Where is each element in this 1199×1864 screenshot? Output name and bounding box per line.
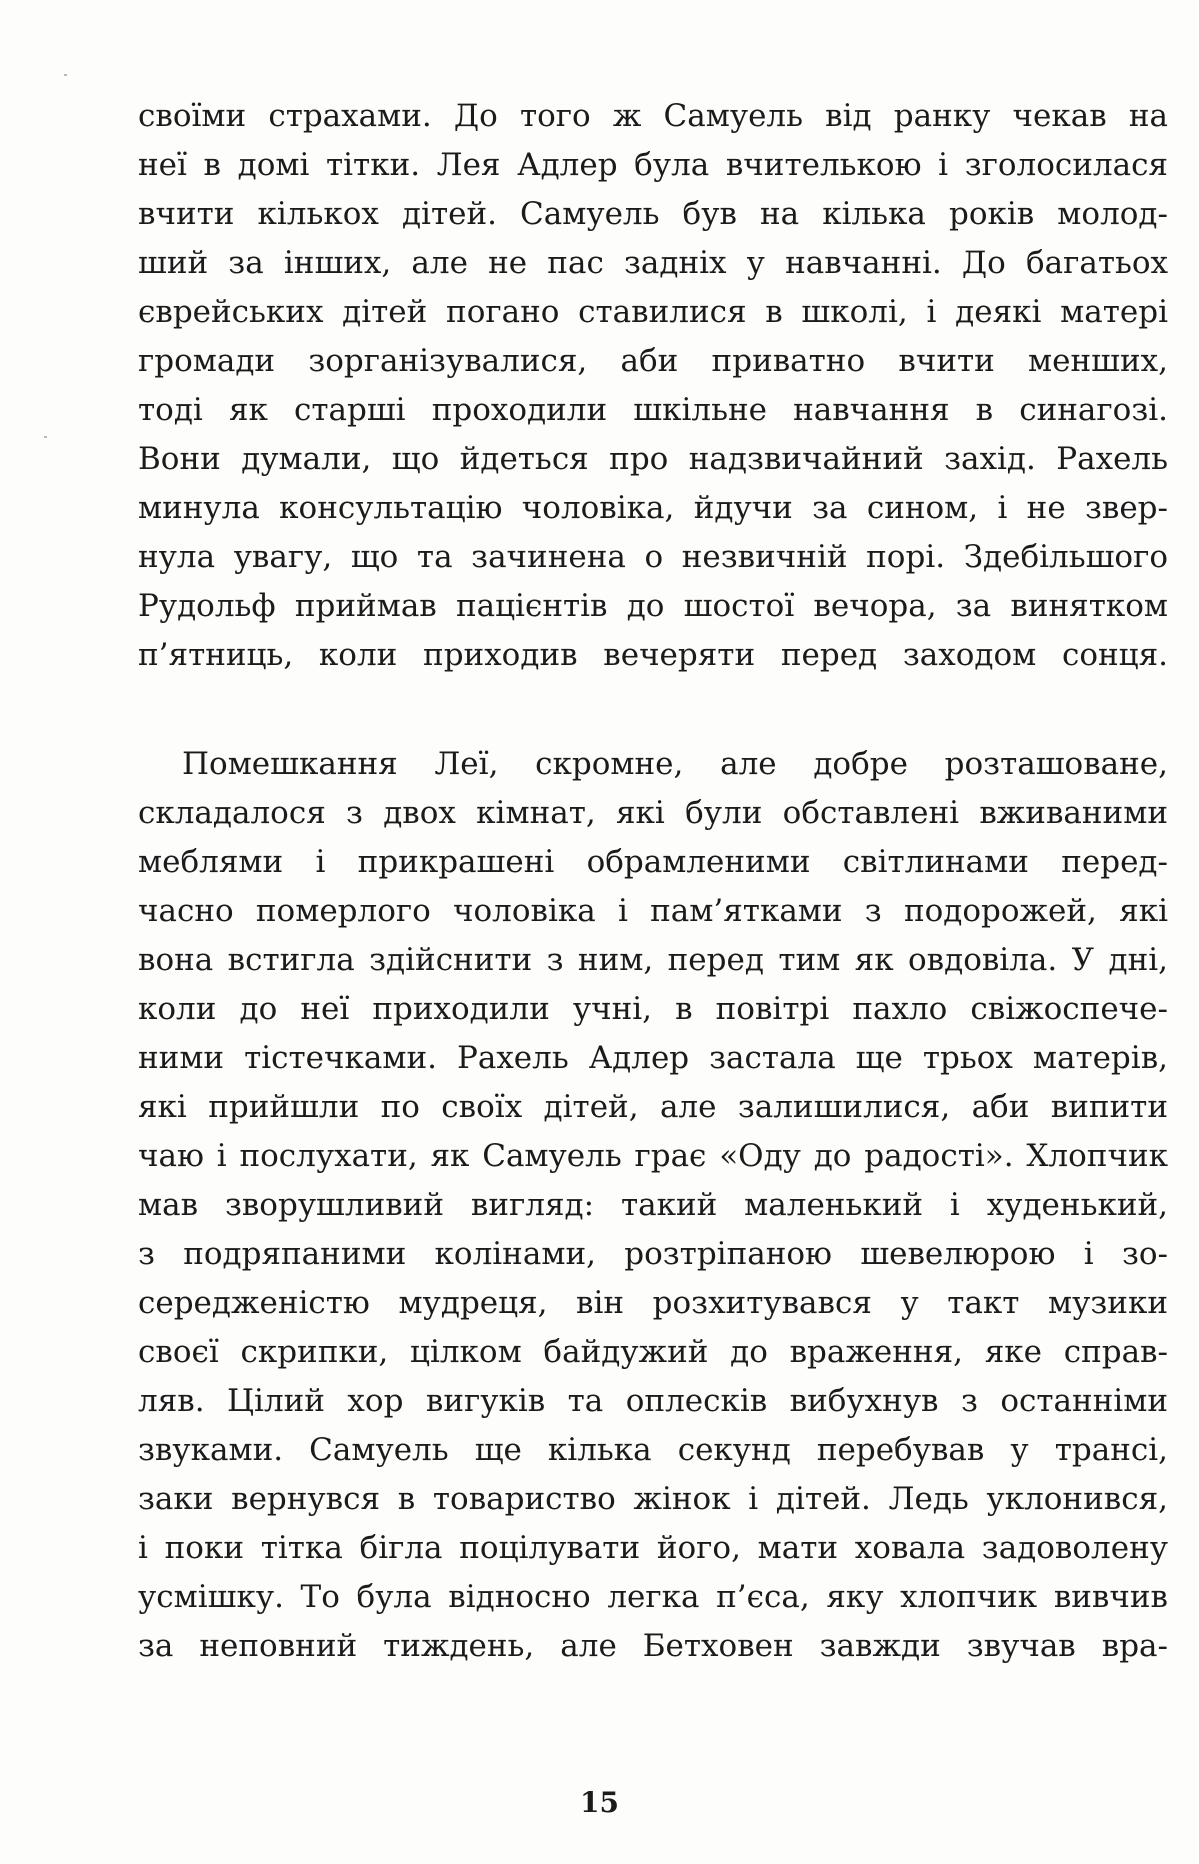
scan-speck — [44, 436, 47, 438]
text-line: коли до неї приходили учні, в повітрі пахло свіжоспече- — [138, 991, 1168, 1027]
text-line: минула консультацію чоловіка, йдучи за сином, і не звер- — [138, 490, 1168, 526]
scan-speck — [64, 74, 67, 76]
text-line: з подряпаними колінами, розтріпаною шевелюрою і зо- — [138, 1236, 1168, 1272]
text-line: неї в домі тітки. Лея Адлер була вчителькою і зголосилася — [138, 147, 1168, 183]
text-line: Помешкання Леї, скромне, але добре розташоване, — [182, 746, 1168, 782]
text-line: ляв. Цілий хор вигуків та оплесків вибухнув з останніми — [138, 1383, 1168, 1419]
text-line: середженістю мудреця, він розхитувався у такт музики — [138, 1285, 1168, 1321]
text-line: громади зорганізувалися, аби приватно вчити менших, — [138, 343, 1168, 379]
text-line: Вони думали, що йдеться про надзвичайний захід. Рахель — [138, 441, 1168, 477]
text-line: вона встигла здійснити з ним, перед тим як овдовіла. У дні, — [138, 942, 1168, 978]
text-line: заки вернувся в товариство жінок і дітей. Ледь уклонився, — [138, 1481, 1168, 1517]
text-line: усмішку. То була відносно легка п’єса, яку хлопчик вивчив — [138, 1579, 1168, 1615]
paragraph-1 — [138, 92, 1168, 680]
page-number: 15 — [580, 1786, 619, 1819]
text-line: ними тістечками. Рахель Адлер застала ще трьох матерів, — [138, 1040, 1168, 1076]
text-line: чаю і послухати, як Самуель грає «Оду до радості». Хлопчик — [138, 1138, 1168, 1174]
text-line: нула увагу, що та зачинена о незвичній порі. Здебільшого — [138, 539, 1168, 575]
text-line: складалося з двох кімнат, які були обставлені вживаними — [138, 795, 1168, 831]
text-line: ший за інших, але не пас задніх у навчанні. До багатьох — [138, 245, 1168, 281]
text-line: своїми страхами. До того ж Самуель від ранку чекав на — [138, 98, 1168, 134]
text-line: вчити кількох дітей. Самуель був на кілька років молод- — [138, 196, 1168, 232]
text-line: своєї скрипки, цілком байдужий до враження, яке справ- — [138, 1334, 1168, 1370]
text-line: і поки тітка бігла поцілувати його, мати ховала задоволену — [138, 1530, 1168, 1566]
text-line: тоді як старші проходили шкільне навчання в синагозі. — [138, 392, 1168, 428]
text-line: п’ятниць, коли приходив вечеряти перед заходом сонця. — [138, 637, 1168, 673]
text-line: мав зворушливий вигляд: такий маленький і худенький, — [138, 1187, 1168, 1223]
paragraph-2 — [138, 740, 1168, 1671]
text-line: за неповний тиждень, але Бетховен завжди звучав вра- — [138, 1628, 1168, 1664]
text-line: Рудольф приймав пацієнтів до шостої вечора, за винятком — [138, 588, 1168, 624]
text-line: часно померлого чоловіка і пам’ятками з подорожей, які — [138, 893, 1168, 929]
text-line: меблями і прикрашені обрамленими світлинами перед- — [138, 844, 1168, 880]
text-line: єврейських дітей погано ставилися в школі, і деякі матері — [138, 294, 1168, 330]
text-line: які прийшли по своїх дітей, але залишилися, аби випити — [138, 1089, 1168, 1125]
text-line: звуками. Самуель ще кілька секунд перебував у трансі, — [138, 1432, 1168, 1468]
